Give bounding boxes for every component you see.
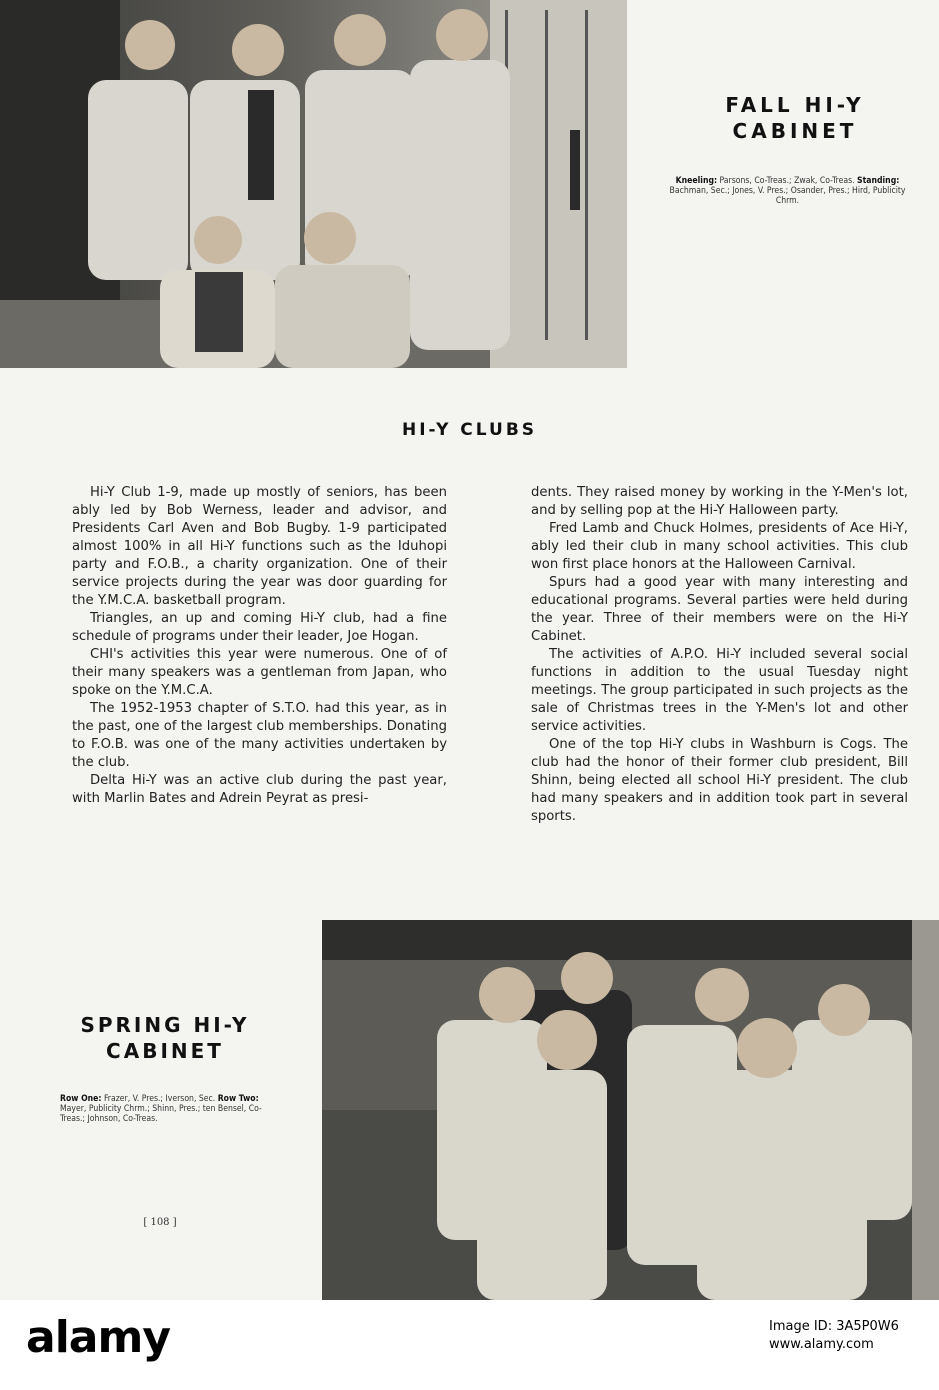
watermark-url: www.alamy.com bbox=[769, 1337, 874, 1352]
watermark-meta bbox=[769, 1318, 909, 1354]
fall-cabinet-caption bbox=[665, 176, 910, 206]
paragraph: One of the top Hi-Y clubs in Washburn is Cogs. The club had the honor of their former club president, Bill Shinn, being elected all school Hi-Y president. The club had many speakers and in addition took part in several sports. bbox=[531, 737, 908, 824]
caption-label: Standing: bbox=[857, 176, 900, 186]
caption-text: Frazer, V. Pres.; Iverson, Sec. bbox=[101, 1094, 218, 1104]
page-number: [ 108 ] bbox=[143, 1217, 177, 1228]
paragraph: Fred Lamb and Chuck Holmes, presidents of Ace Hi-Y, ably led their club in many school activities. This club won first place honors at the Halloween Carnival. bbox=[531, 521, 908, 572]
spring-cabinet-caption bbox=[60, 1094, 285, 1124]
paragraph: The 1952-1953 chapter of S.T.O. had this year, as in the past, one of the largest club memberships. Donating to F.O.B. was one of the many activities undertaken by the club. bbox=[72, 701, 447, 770]
watermark-logo: alamy bbox=[26, 1312, 170, 1363]
paragraph: The activities of A.P.O. Hi-Y included several social functions in addition to the usual Tuesday night meetings. The group participated in such projects as the sale of Christmas trees in the Y-Men's lot and other service activities. bbox=[531, 647, 908, 734]
paragraph: Spurs had a good year with many interesting and educational programs. Several parties were held during the year. Three of their members were on the Hi-Y Cabinet. bbox=[531, 575, 908, 644]
caption-text: Bachman, Sec.; Jones, V. Pres.; Osander, Pres.; Hird, Publicity Chrm. bbox=[669, 186, 906, 206]
paragraph: CHI's activities this year were numerous. One of of their many speakers was a gentleman from Japan, who spoke on the Y.M.C.A. bbox=[72, 647, 447, 698]
paragraph: dents. They raised money by working in the Y-Men's lot, and by selling pop at the Hi-Y Halloween party. bbox=[531, 485, 908, 518]
caption-label: Row Two: bbox=[217, 1094, 259, 1104]
spring-cabinet-photo bbox=[322, 920, 939, 1300]
spring-cabinet-title: SPRING HI-Y CABINET bbox=[80, 1013, 250, 1063]
caption-text: Mayer, Publicity Chrm.; Shinn, Pres.; ten Bensel, Co-Treas.; Johnson, Co-Treas. bbox=[60, 1104, 262, 1124]
caption-text: Parsons, Co-Treas.; Zwak, Co-Treas. bbox=[717, 176, 858, 186]
fall-cabinet-title: FALL HI-Y CABINET bbox=[725, 93, 865, 143]
section-title: HI-Y CLUBS bbox=[401, 420, 538, 440]
article-right-column bbox=[531, 484, 908, 826]
paragraph: Triangles, an up and coming Hi-Y club, had a fine schedule of programs under their leader, Joe Hogan. bbox=[72, 611, 447, 644]
caption-label: Row One: bbox=[60, 1094, 102, 1104]
article-left-column bbox=[72, 484, 447, 808]
paragraph: Delta Hi-Y was an active club during the past year, with Marlin Bates and Adrein Peyrat as presi- bbox=[72, 773, 447, 806]
fall-cabinet-photo bbox=[0, 0, 627, 368]
watermark-image-id: Image ID: 3A5P0W6 bbox=[769, 1319, 899, 1334]
caption-label: Kneeling: bbox=[675, 176, 718, 186]
paragraph: Hi-Y Club 1-9, made up mostly of seniors, has been ably led by Bob Werness, leader and advisor, and Presidents Carl Aven and Bob Bugby. 1-9 participated almost 100% in all Hi-Y functions such as the Iduhopi party and F.O.B., a charity organization. One of their service projects during the year was door guarding for the Y.M.C.A. basketball program. bbox=[72, 485, 447, 608]
